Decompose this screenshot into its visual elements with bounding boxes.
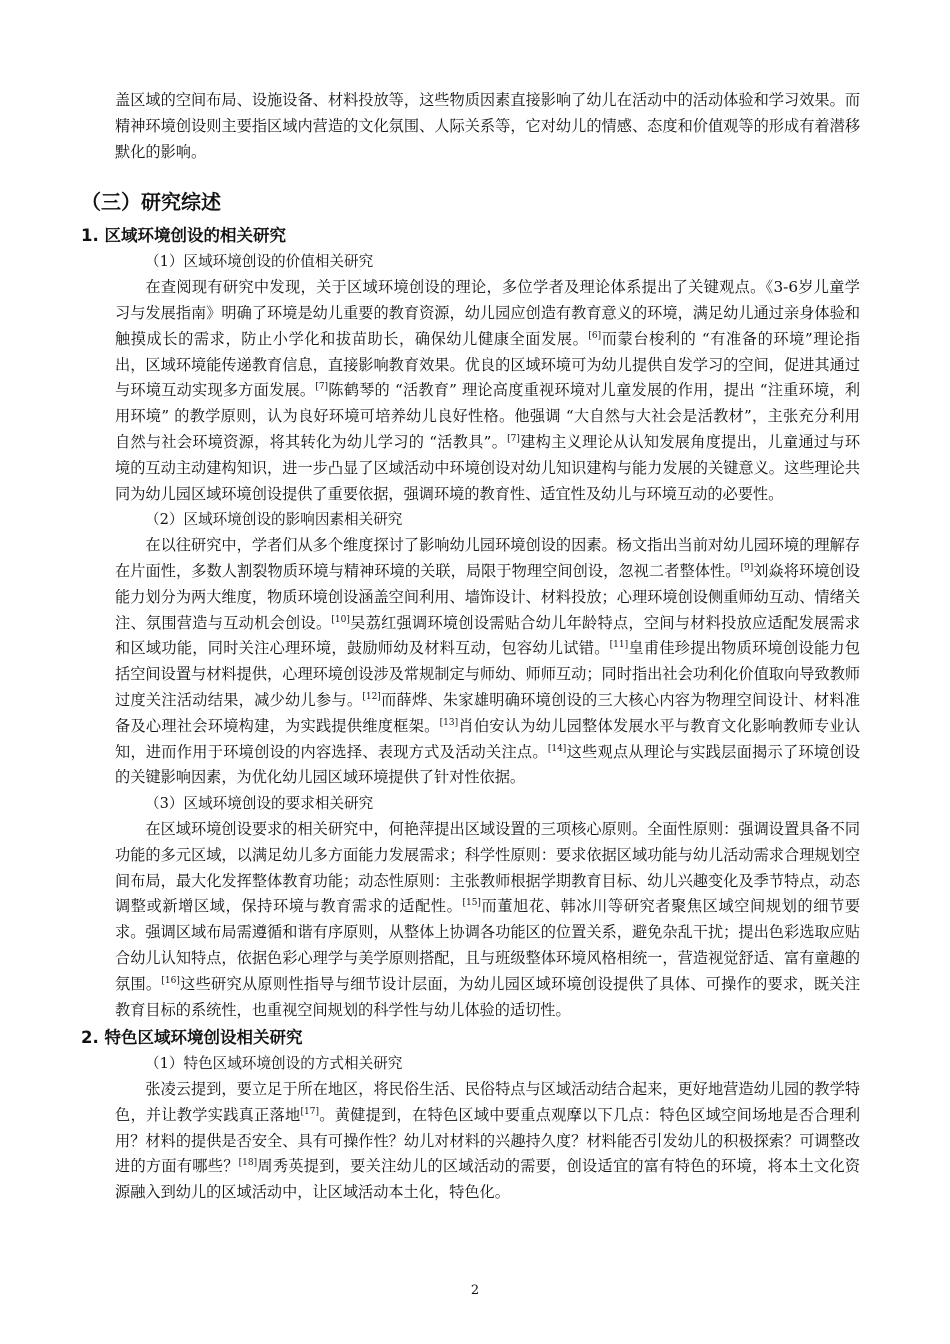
text-segment: 皇甫佳珍提出物质环境创设能力包括空间设置与材料提供，心理环境创设涉及常规制定与师幼、师师互动；同时指出社会功利化价值取向导致教师过度关注活动结果，减少幼儿参与。 (115, 639, 861, 709)
section-heading: （三）研究综述 (81, 190, 221, 215)
paragraph-requirements (115, 817, 860, 1023)
citation: [14] (547, 743, 567, 754)
text-segment: 在以往研究中，学者们从多个维度探讨了影响幼儿园环境创设的因素。杨文指出当前对幼儿园环境的理解存在片面性，多数人割裂物质环境与精神环境的关联，局限于物理空间创设，忽视二者整体性。 (115, 536, 860, 580)
citation: [15] (462, 898, 481, 909)
text-segment: 而董旭花、韩冰川等研究者聚焦区域空间规划的细节要求。强调区域布局需遵循和谐有序原则，从整体上协调各功能区的位置关系，避免杂乱干扰；提出色彩选取应贴合幼儿认知特点，依据色彩心理学与美学原则搭配，且与班级整体环境风格相统一，营造视觉舒适、富有童趣的氛围。 (115, 897, 861, 993)
text-segment: 这些观点从理论与实践层面揭示了环境创设的关键影响因素，为优化幼儿园区域环境提供了针对性依据。 (115, 742, 861, 787)
text-segment: 周秀英提到，要关注幼儿的区域活动的需要，创设适宜的富有特色的环境，将本土文化资源融入到幼儿的区域活动中，让区域活动本土化，特色化。 (115, 1157, 861, 1202)
text-segment: 吴荔红强调环境创设需贴合幼儿年龄特点，空间与材料投放应适配发展需求和区域功能，同时关注心理环境，鼓励师幼及材料互动，包容幼儿试错。 (115, 613, 861, 658)
text-segment: 肖伯安认为幼儿园整体发展水平与教育文化影响教师专业认知，进而作用于环境创设的内容选择、表现方式及活动关注点。 (115, 716, 861, 761)
citation: [10] (331, 614, 350, 625)
citation: [7] (315, 382, 329, 393)
text-segment: 陈鹤琴的 “活教育” 理论高度重视环境对儿童发展的作用，提出 “注重环境，利用环境” 的教学原则，认为良好环境可培养幼儿良好性格。他强调 “大自然与大社会是活教材”，主张充分利用自然与社会环境资源，将其转化为幼儿学习的 “活教具”。 (115, 381, 861, 451)
citation: [17] (300, 1106, 319, 1117)
text-segment: 这些研究从原则性指导与细节设计层面，为幼儿园区域环境创设提供了具体、可操作的要求，既关注教育目标的系统性，也重视空间规划的科学性与幼儿体验的适切性。 (115, 974, 861, 1019)
subheading-requirements: （3）区域环境创设的要求相关研究 (145, 795, 374, 813)
text-segment: 在查阅现有研究中发现，关于区域环境创设的理论，多位学者及理论体系提出了关键观点。《3-6岁儿童学习与发展指南》明确了环境是幼儿重要的教育资源，幼儿园应创造有教育意义的环境，满足幼儿通过亲身体验和触摸成长的需求，防止小学化和拔苗助长，确保幼儿健康全面发展。 (115, 278, 860, 348)
text-segment: 张凌云提到，要立足于所在地区，将民俗生活、民俗特点与区域活动结合起来，更好地营造幼儿园的教学特色，并让教学实践真正落地 (115, 1080, 860, 1124)
citation: [13] (439, 717, 459, 728)
citation: [11] (609, 640, 629, 651)
text-segment: 而蒙台梭利的 “有准备的环境”理论指出，区域环境能传递教育信息，直接影响教育效果。优良的区域环境可为幼儿提供自发学习的空间，促进其通过与环境互动实现多方面发展。 (115, 329, 861, 400)
subheading-value: （1）区域环境创设的价值相关研究 (145, 253, 374, 271)
citation: [7] (507, 433, 520, 444)
page-body (81, 88, 861, 1206)
text-segment: 在区域环境创设要求的相关研究中，何艳萍提出区域设置的三项核心原则。全面性原则：强调设置具备不同功能的多元区域，以满足幼儿多方面能力发展需求；科学性原则：要求依据区域功能与幼儿活动需求合理规划空间布局，最大化发挥整体教育功能；动态性原则：主张教师根据学期教育目标、幼儿兴趣变化及季节特点，动态调整或新增区域，保持环境与教育需求的适配性。 (115, 819, 860, 916)
paragraph-factors (115, 533, 860, 791)
intro-paragraph: 盖区域的空间布局、设施设备、材料投放等，这些物质因素直接影响了幼儿在活动中的活动体验和学习效果。而精神环境创设则主要指区域内营造的文化氛围、人际关系等，它对幼儿的情感、态度和价值观等的形成有着潜移默化的影响。 (115, 91, 860, 161)
text-segment: 刘焱将环境创设能力划分为两大维度，物质环境创设涵盖空间利用、墙饰设计、材料投放；心理环境创设侧重师幼互动、情绪关注、氛围营造与互动机会创设。 (115, 561, 861, 632)
text-segment: 。黄健提到，在特色区域中要重点观摩以下几点：特色区域空间场地是否合理利用？材料的提供是否安全、具有可操作性？幼儿对材料的兴趣持久度？材料能否引发幼儿的积极探索？可调整改进的方面有哪些？ (115, 1105, 861, 1176)
subheading-methods: （1）特色区域环境创设的方式相关研究 (145, 1055, 403, 1073)
citation: [12] (362, 691, 381, 702)
citation: [18] (238, 1158, 258, 1169)
page-number: 2 (470, 1283, 480, 1298)
paragraph-methods (115, 1077, 860, 1206)
subsection-heading-2: 2. 特色区域环境创设相关研究 (81, 1028, 303, 1048)
citation: [9] (740, 562, 754, 573)
text-segment: 而薛烨、朱家雄明确环境创设的三大核心内容为物理空间设计、材料准备及心理社会环境构建，为实践提供维度框架。 (115, 690, 861, 735)
citation: [16] (161, 975, 180, 986)
subsection-heading-1: 1. 区域环境创设的相关研究 (81, 226, 286, 246)
subheading-factors: （2）区域环境创设的影响因素相关研究 (145, 511, 403, 529)
paragraph-value (115, 275, 860, 507)
text-segment: 建构主义理论从认知发展角度提出，儿童通过与环境的互动主动建构知识，进一步凸显了区域活动中环境创设对幼儿知识建构与能力发展的关键意义。这些理论共同为幼儿园区域环境创设提供了重要依据，强调环境的教育性、适宜性及幼儿与环境互动的必要性。 (115, 432, 861, 503)
citation: [6] (588, 330, 602, 341)
